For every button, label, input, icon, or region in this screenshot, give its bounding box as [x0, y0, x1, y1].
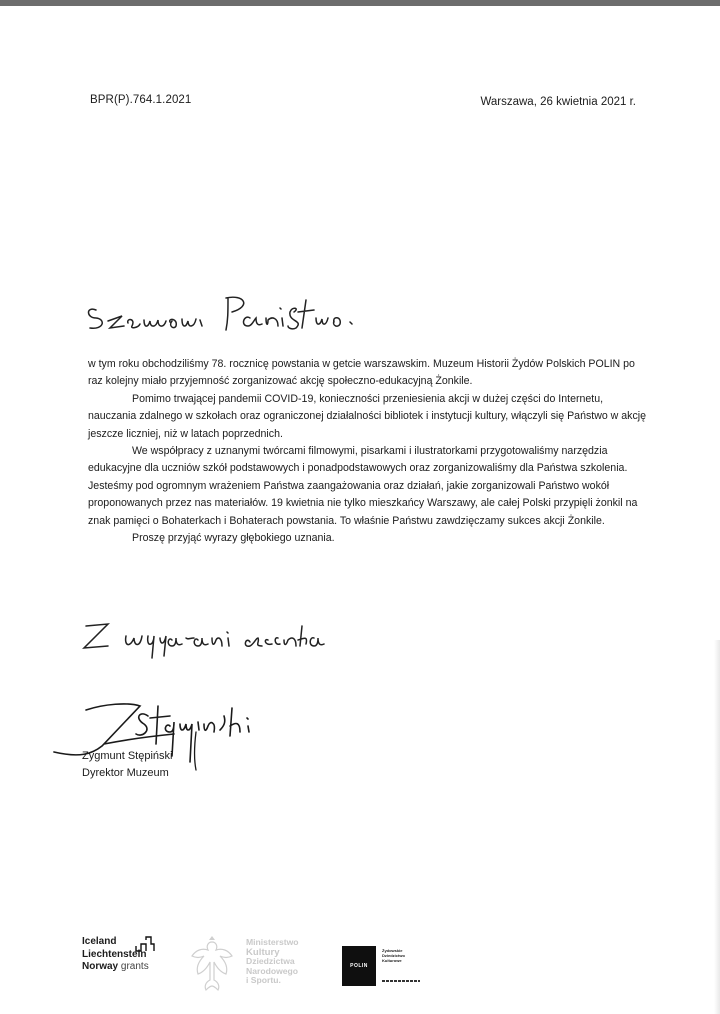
polin-caption: [382, 948, 426, 963]
letter-body: [88, 356, 648, 547]
eea-mark-icon: [135, 936, 155, 952]
document-date: Warszawa, 26 kwietnia 2021 r.: [480, 96, 636, 108]
polin-box: POLIN: [342, 946, 376, 986]
ministry-logo: [188, 936, 299, 997]
eea-grants-logo: [82, 936, 149, 974]
eea-line-1: Iceland: [82, 936, 117, 947]
eea-line-3: [82, 961, 149, 974]
signer-title: Dyrektor Muzeum: [82, 767, 169, 779]
signer-block: [82, 748, 172, 782]
polin-line-1: Żydowskie: [382, 948, 403, 953]
eagle-emblem-icon: [188, 936, 236, 992]
polin-line-2: Dziedzictwo: [382, 953, 405, 958]
signer-name: Zygmunt Stępiński: [82, 750, 173, 762]
handwritten-salutation: [82, 288, 382, 343]
ministry-name: [246, 938, 326, 986]
paragraph-2: Pomimo trwającej pandemii COVID-19, konieczności przeniesienia akcji w dużej części do Internetu, nauczania zdalnego w szkołach oraz ograniczonej działalności bibliotek i instytucji kultury, włączyli się Państwo w akcję jeszcze liczniej, niż w latach poprzednich.: [88, 392, 647, 440]
handwritten-closing: [78, 612, 368, 667]
ministry-line-1: Ministerstwo: [246, 937, 299, 947]
paragraph-1: w tym roku obchodziliśmy 78. rocznicę powstania w getcie warszawskim. Muzeum Historii Żydów Polskich POLIN po raz kolejny miało przyjemność zorganizować akcję społeczno-edukacyjną Żonkile.: [88, 358, 635, 388]
eea-line-2: Liechtenstein: [82, 948, 147, 960]
document-reference: BPR(P).764.1.2021: [90, 94, 192, 106]
polin-line-3: Kulturowe: [382, 958, 402, 963]
ministry-line-2: Kultury: [246, 946, 280, 958]
scan-edge-shadow: [714, 640, 720, 1014]
ministry-line-5: i Sportu.: [246, 975, 281, 986]
scan-top-bar: [0, 0, 720, 6]
eea-grants: grants: [120, 961, 149, 972]
ministry-line-3: Dziedzictwa: [246, 956, 295, 967]
eea-norway: Norway: [82, 961, 119, 972]
polin-rule: [382, 980, 420, 982]
paragraph-4: Proszę przyjąć wyrazy głębokiego uznania.: [132, 532, 335, 545]
paragraph-3: We współpracy z uznanymi twórcami filmowymi, pisarkami i ilustratorkami przygotowaliśmy narzędzia edukacyjne dla uczniów szkół podstawowych i ponadpodstawowych oraz zorganizowaliśmy dla Państwa szkolenia. Jesteśmy pod ogromnym wrażeniem Państwa zaangażowania oraz działań, jakie zorganizowali Państwo wokół proponowanych przez nas materiałów. 19 kwietnia nie tylko mieszkańcy Warszawy, ale całej Polski przypięli żonkil na znak pamięci o Bohaterkach i Bohaterach powstania. To właśnie Państwu zawdzięczamy sukces akcji Żonkile.: [88, 445, 638, 527]
ministry-line-4: Narodowego: [246, 965, 299, 976]
